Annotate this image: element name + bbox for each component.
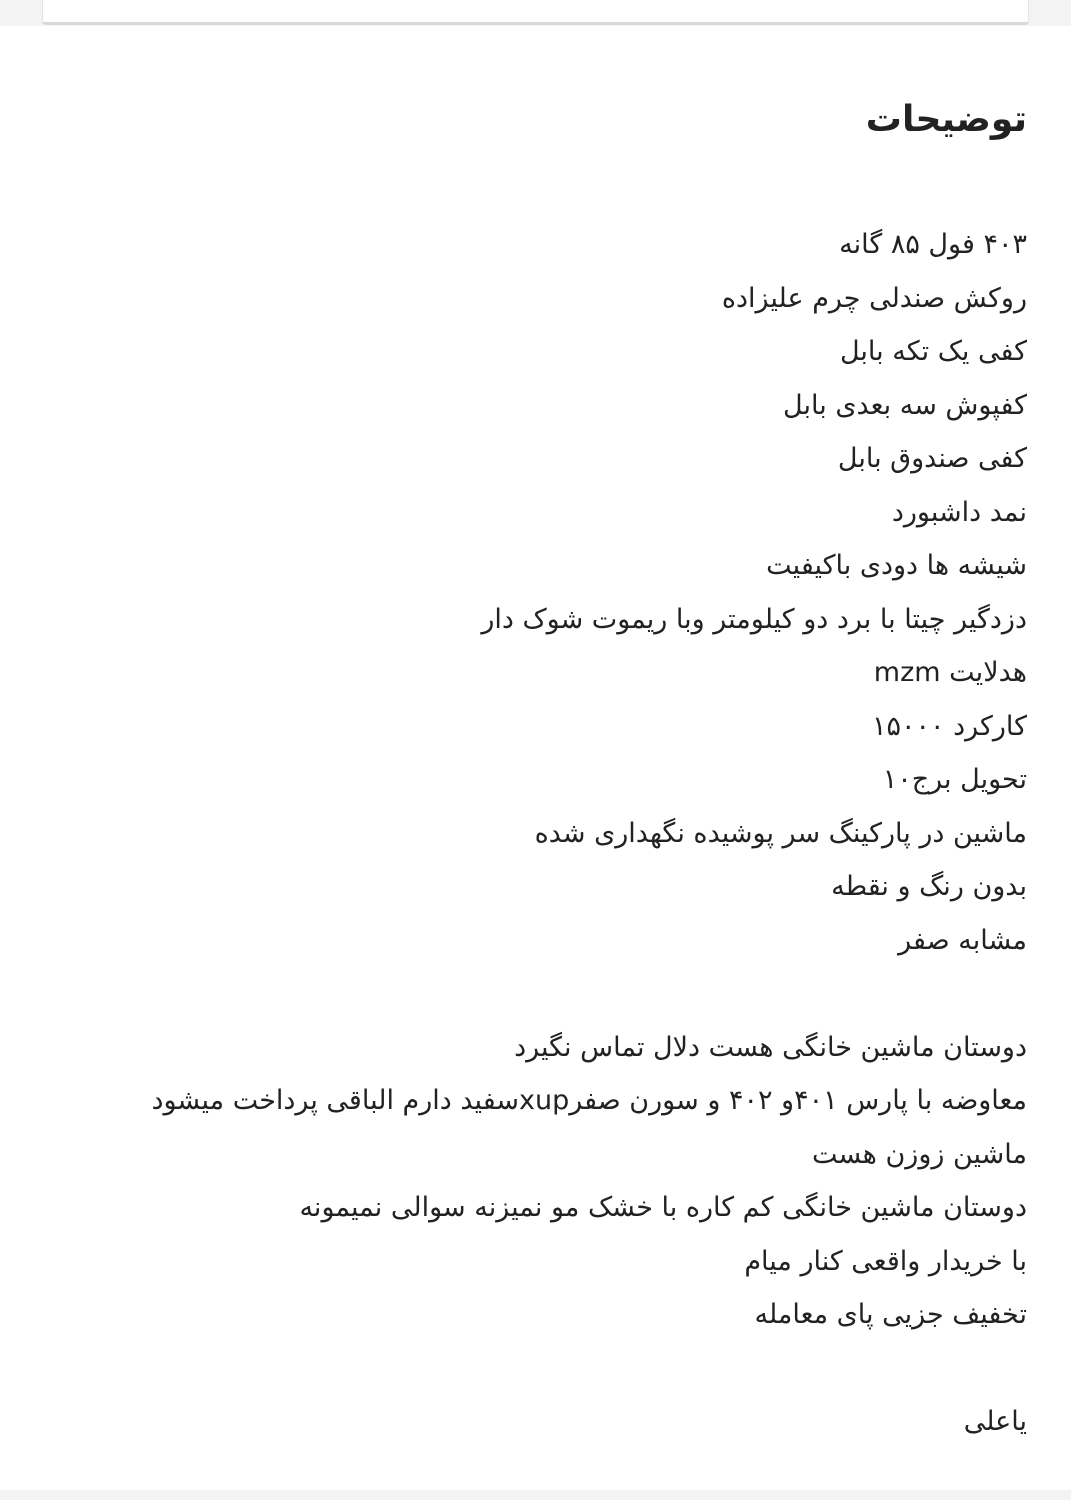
description-line: با خریدار واقعی کنار میام [744, 1245, 1027, 1277]
description-line: کفی یک تکه بابل [839, 336, 1027, 367]
description-line: تحویل برج۱۰ [882, 764, 1027, 795]
description-blank-line [67, 1342, 1027, 1396]
description-line: ماشین در پارکینگ سر پوشیده نگهداری شده [534, 817, 1027, 849]
description-line: یاعلی [963, 1406, 1027, 1437]
description-line: ماشین زوزن هست [812, 1138, 1027, 1170]
description-line: تخفیف جزیی پای معامله [754, 1299, 1027, 1330]
description-line: دزدگیر چیتا با برد دو کیلومتر وبا ریموت شوک دار [481, 603, 1027, 635]
description-line: کفپوش سه بعدی بابل [783, 389, 1027, 421]
description-line: معاوضه با پارس ۴۰۱و ۴۰۲ و سورن صفرxupسفید دارم الباقی پرداخت میشود [151, 1085, 1027, 1116]
description-body [67, 218, 1027, 1449]
description-line: کفی صندوق بابل [837, 443, 1027, 474]
description-blank-line [67, 967, 1027, 1021]
description-title: توضیحات [865, 99, 1027, 140]
description-line: ۴۰۳ فول ۸۵ گانه [839, 229, 1027, 260]
description-line: دوستان ماشین خانگی هست دلال تماس نگیرد [514, 1031, 1027, 1063]
description-line: دوستان ماشین خانگی کم کاره با خشک مو نمیزنه سوالی نمیمونه [299, 1192, 1027, 1223]
description-line: مشابه صفر [898, 924, 1027, 956]
description-line: روکش صندلی چرم علیزاده [721, 282, 1027, 314]
description-line: نمد داشبورد [891, 496, 1027, 528]
description-line: کارکرد ۱۵۰۰۰ [872, 710, 1027, 742]
previous-card-bottom [42, 0, 1029, 25]
description-line: شیشه ها دودی باکیفیت [766, 550, 1027, 581]
description-line: هدلایت mzm [873, 657, 1027, 688]
description-line: بدون رنگ و نقطه [831, 871, 1027, 902]
description-section [67, 90, 1027, 1449]
top-card-edge [0, 0, 1071, 26]
bottom-divider [0, 1490, 1071, 1500]
